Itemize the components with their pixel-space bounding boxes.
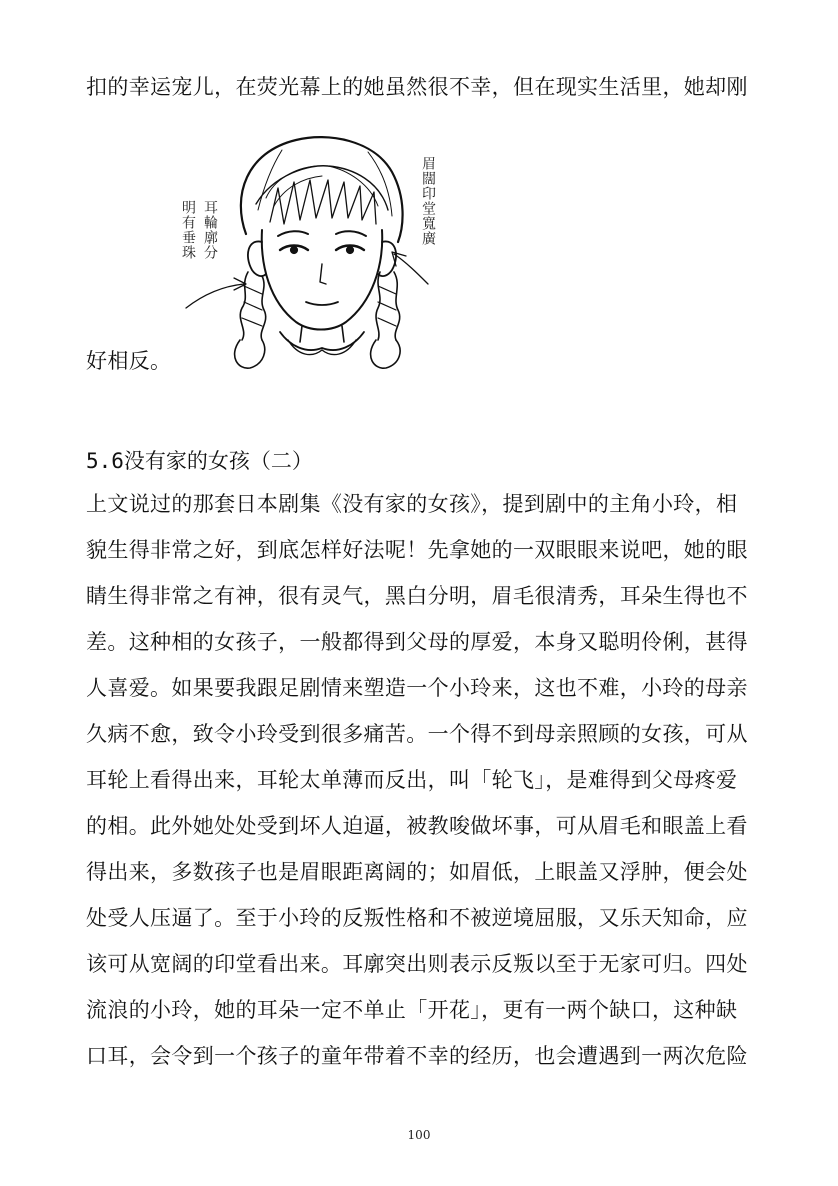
text-line-after-figure: 好相反。 — [86, 349, 172, 373]
paragraph-line: 上文说过的那套日本剧集《没有家的女孩》，提到剧中的主角小玲，相 — [86, 492, 738, 516]
paragraph-line: 口耳，会令到一个孩子的童年带着不幸的经历，也会遭遇到一两次危险 — [86, 1044, 748, 1068]
paragraph-line: 流浪的小玲，她的耳朵一定不单止「开花」，更有一两个缺口，这种缺 — [86, 998, 738, 1022]
section-heading: 5.6没有家的女孩（二） — [86, 449, 313, 473]
paragraph-line: 该可从宽阔的印堂看出来。耳廓突出则表示反叛以至于无家可归。四处 — [86, 952, 748, 976]
page-number: 100 — [407, 1128, 431, 1142]
figure-label-forehead: 眉闊印堂寬廣 — [420, 156, 436, 246]
paragraph-line: 睛生得非常之有神，很有灵气，黑白分明，眉毛很清秀，耳朵生得也不 — [86, 584, 748, 608]
paragraph-line: 的相。此外她处处受到坏人迫逼，被教唆做坏事，可从眉毛和眼盖上看 — [86, 814, 748, 838]
figure-label-ear-col2: 明有垂珠 — [180, 200, 196, 260]
paragraph-line: 耳轮上看得出来，耳轮太单薄而反出，叫「轮飞」，是难得到父母疼爱 — [86, 768, 738, 792]
paragraph-line: 久病不愈，致令小玲受到很多痛苦。一个得不到母亲照顾的女孩，可从 — [86, 722, 748, 746]
paragraph-line: 处受人压逼了。至于小玲的反叛性格和不被逆境屈服，又乐天知命，应 — [86, 906, 748, 930]
paragraph-line: 人喜爱。如果要我跟足剧情来塑造一个小玲来，这也不难，小玲的母亲 — [86, 676, 748, 700]
girl-face-illustration — [178, 126, 440, 372]
text-line-top: 扣的幸运宠儿，在荧光幕上的她虽然很不幸，但在现实生活里，她却刚 — [86, 75, 748, 99]
paragraph-line: 貌生得非常之好，到底怎样好法呢！先拿她的一双眼眼来说吧，她的眼 — [86, 538, 748, 562]
paragraph-line: 得出来，多数孩子也是眉眼距离阔的；如眉低，上眼盖又浮肿，便会处 — [86, 860, 748, 884]
figure-label-ear-col1: 耳輪廓分 — [202, 200, 218, 260]
paragraph-line: 差。这种相的女孩子，一般都得到父母的厚爱，本身又聪明伶俐，甚得 — [86, 630, 748, 654]
